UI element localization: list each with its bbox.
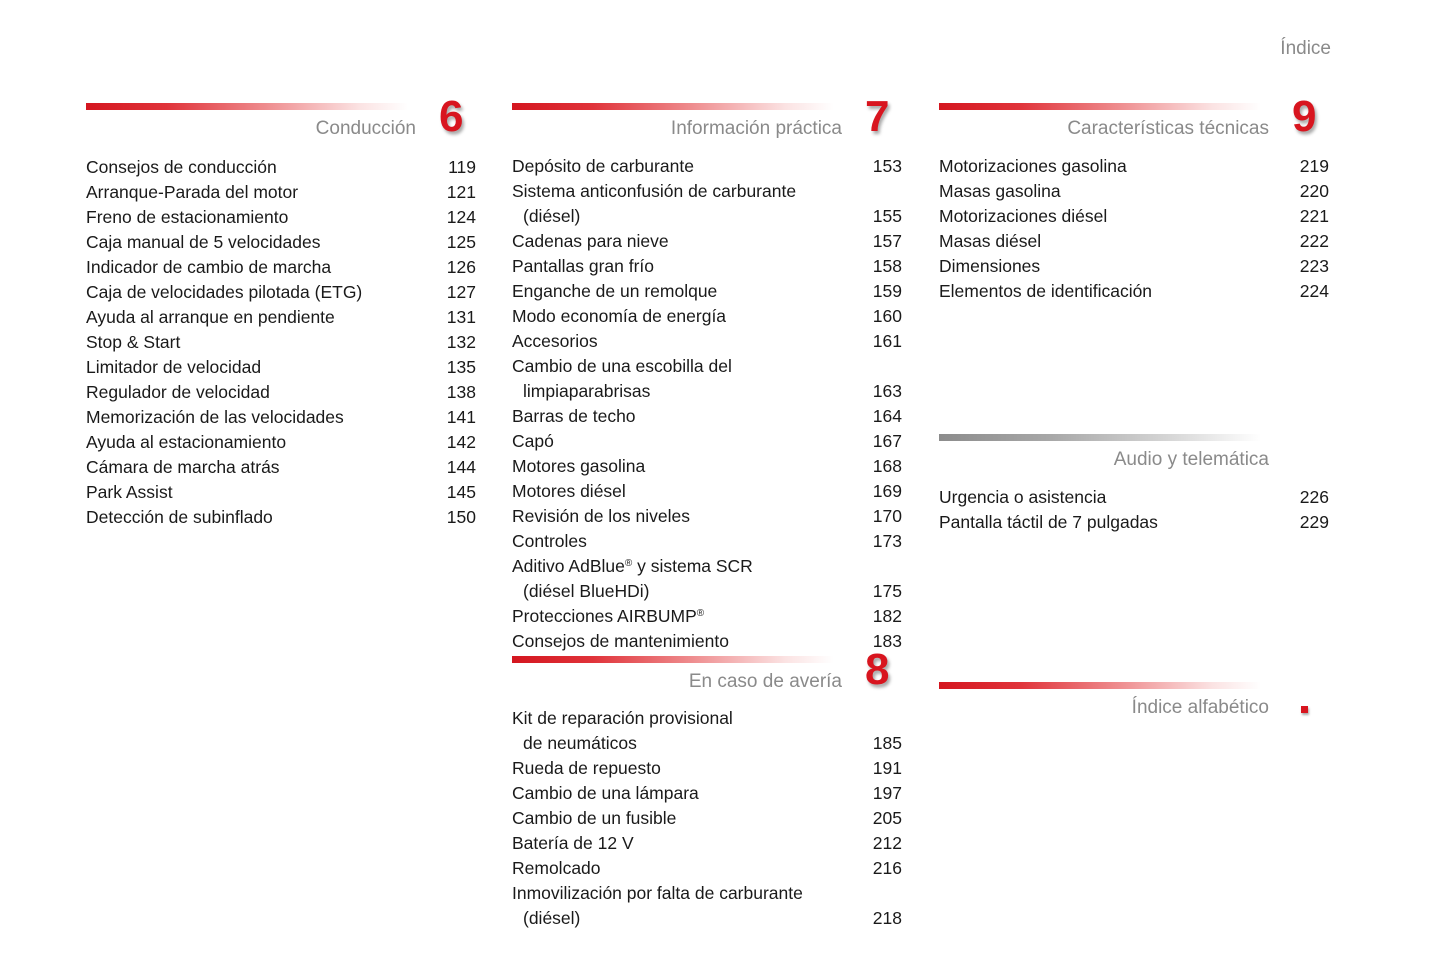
toc-item-page: 132 — [446, 332, 476, 352]
toc-item[interactable] — [939, 229, 1329, 254]
toc-list-conduccion — [86, 155, 476, 530]
toc-item[interactable] — [86, 255, 476, 280]
toc-item-label-continued: (diésel BlueHDi) — [523, 581, 650, 601]
toc-item-label: Caja de velocidades pilotada (ETG) — [86, 282, 363, 302]
toc-item[interactable] — [512, 429, 902, 454]
toc-item-label-suffix: y sistema SCR — [632, 556, 753, 576]
toc-item[interactable] — [86, 480, 476, 505]
toc-item-label: Regulador de velocidad — [86, 382, 270, 402]
toc-item-label: Accesorios — [512, 331, 598, 351]
section-title[interactable]: En caso de avería — [688, 671, 842, 692]
toc-item[interactable] — [512, 781, 902, 806]
toc-item[interactable] — [86, 180, 476, 205]
toc-item-page: 153 — [872, 156, 902, 176]
toc-item-label: Ayuda al estacionamiento — [86, 432, 287, 452]
toc-item-page: 212 — [872, 833, 902, 853]
toc-item-label: Revisión de los niveles — [512, 506, 691, 526]
toc-item-label: Cadenas para nieve — [512, 231, 669, 251]
toc-item-page: 229 — [1299, 512, 1329, 532]
toc-item-page: 221 — [1299, 206, 1329, 226]
toc-item-page: 161 — [872, 331, 902, 351]
toc-item[interactable] — [512, 254, 902, 279]
toc-item-label: Enganche de un remolque — [512, 281, 718, 301]
toc-item-label: Masas gasolina — [939, 181, 1061, 201]
toc-item-page: 127 — [446, 282, 476, 302]
toc-item-page: 183 — [872, 631, 902, 651]
toc-item-label: Remolcado — [512, 858, 601, 878]
section-title[interactable]: Audio y telemática — [1113, 449, 1269, 470]
toc-item-page: 182 — [872, 606, 902, 626]
toc-item-page: 119 — [448, 157, 476, 177]
toc-item-page: 163 — [872, 381, 902, 401]
section-title[interactable]: Índice alfabético — [1131, 697, 1269, 718]
toc-item[interactable] — [512, 529, 902, 554]
toc-item[interactable] — [939, 154, 1329, 179]
toc-item-label: Depósito de carburante — [512, 156, 694, 176]
toc-item[interactable] — [512, 354, 902, 404]
section-number: 7 — [865, 92, 890, 141]
toc-item-label: Inmovilización por falta de carburante — [512, 883, 803, 903]
toc-item-page: 160 — [872, 306, 902, 326]
toc-item[interactable] — [512, 806, 902, 831]
toc-item-page: 124 — [446, 207, 476, 227]
toc-item-label: Detección de subinflado — [86, 507, 273, 527]
toc-item-page: 121 — [446, 182, 476, 202]
toc-item-label-continued: limpiaparabrisas — [523, 381, 651, 401]
toc-item-label: Cambio de una lámpara — [512, 783, 699, 803]
toc-list-informacion-practica — [512, 154, 902, 654]
toc-item-label: Kit de reparación provisional — [512, 708, 733, 728]
toc-item-page: 126 — [446, 257, 476, 277]
toc-item-label-continued: (diésel) — [523, 206, 581, 226]
toc-item-label: Urgencia o asistencia — [939, 487, 1107, 507]
toc-item-label: Barras de techo — [512, 406, 636, 426]
toc-item-page: 170 — [872, 506, 902, 526]
toc-item-page: 164 — [872, 406, 902, 426]
toc-item[interactable] — [86, 205, 476, 230]
toc-item-page: 205 — [872, 808, 902, 828]
toc-item-page: 167 — [872, 431, 902, 451]
toc-item-label: Protecciones AIRBUMP — [512, 606, 697, 626]
toc-item-label: Modo economía de energía — [512, 306, 727, 326]
toc-item-label: Dimensiones — [939, 256, 1041, 276]
section-bar — [512, 656, 834, 663]
section-bar — [939, 103, 1261, 110]
section-title[interactable]: Información práctica — [670, 118, 842, 139]
toc-item-label: Arranque-Parada del motor — [86, 182, 299, 202]
toc-item[interactable] — [86, 380, 476, 405]
toc-item[interactable] — [86, 355, 476, 380]
section-title[interactable]: Características técnicas — [1067, 118, 1269, 139]
section-bar — [86, 103, 408, 110]
toc-item-page: 168 — [872, 456, 902, 476]
toc-item[interactable] — [512, 479, 902, 504]
toc-item-page: 150 — [446, 507, 476, 527]
toc-item-label: Motores diésel — [512, 481, 626, 501]
toc-item[interactable] — [512, 706, 902, 756]
toc-item-page: 155 — [872, 206, 902, 226]
toc-item-page: 175 — [872, 581, 902, 601]
toc-list-audio-telematica — [939, 485, 1329, 535]
toc-item[interactable] — [939, 204, 1329, 229]
toc-item-page: 158 — [872, 256, 902, 276]
toc-item[interactable] — [512, 304, 902, 329]
toc-item-page: 141 — [446, 407, 476, 427]
section-en-caso-de-averia — [512, 645, 902, 701]
toc-item[interactable] — [86, 405, 476, 430]
toc-item-page: 135 — [446, 357, 476, 377]
toc-item-label: Masas diésel — [939, 231, 1042, 251]
toc-list-en-caso-de-averia — [512, 706, 902, 931]
toc-item[interactable] — [939, 179, 1329, 204]
toc-item[interactable] — [512, 881, 902, 931]
section-audio-telematica — [939, 434, 1329, 479]
toc-item[interactable] — [512, 404, 902, 429]
toc-item-label: Motores gasolina — [512, 456, 646, 476]
toc-item[interactable] — [939, 279, 1329, 304]
toc-item-page: 145 — [446, 482, 476, 502]
toc-item-page: 219 — [1299, 156, 1329, 176]
toc-item[interactable] — [512, 554, 902, 604]
toc-item-label: Capó — [512, 431, 554, 451]
toc-item[interactable] — [939, 254, 1329, 279]
toc-item-label: Cambio de un fusible — [512, 808, 677, 828]
toc-list-caracteristicas-tecnicas — [939, 154, 1329, 304]
toc-item-label: Pantalla táctil de 7 pulgadas — [939, 512, 1158, 532]
toc-item[interactable] — [512, 604, 902, 629]
registered-mark: ® — [696, 608, 705, 619]
toc-item[interactable] — [512, 629, 902, 654]
toc-item-label: Freno de estacionamiento — [86, 207, 289, 227]
toc-item[interactable] — [512, 154, 902, 179]
toc-item-page: 216 — [872, 858, 902, 878]
toc-item-page: 159 — [872, 281, 902, 301]
toc-item-page: 191 — [872, 758, 902, 778]
section-number: 8 — [865, 645, 890, 694]
toc-item-label: Indicador de cambio de marcha — [86, 257, 332, 277]
toc-item[interactable] — [512, 229, 902, 254]
toc-item-label: Batería de 12 V — [512, 833, 634, 853]
toc-item-label: Controles — [512, 531, 587, 551]
toc-item-label: Limitador de velocidad — [86, 357, 262, 377]
toc-item[interactable] — [512, 179, 902, 229]
section-title[interactable]: Conducción — [315, 118, 416, 139]
toc-item-label: Cambio de una escobilla del — [512, 356, 732, 376]
toc-item-page: 226 — [1299, 487, 1329, 507]
toc-item-page: 222 — [1299, 231, 1329, 251]
toc-item-page: 157 — [872, 231, 902, 251]
page-header-title: Índice — [1280, 38, 1331, 59]
toc-item-page: 125 — [446, 232, 476, 252]
toc-item-page: 223 — [1299, 256, 1329, 276]
toc-item-label: Caja manual de 5 velocidades — [86, 232, 321, 252]
registered-mark: ® — [624, 558, 633, 569]
toc-item-label: Consejos de conducción — [86, 157, 277, 177]
toc-item-label: Ayuda al arranque en pendiente — [86, 307, 335, 327]
section-number: 9 — [1292, 92, 1317, 141]
toc-item-label: Sistema anticonfusión de carburante — [512, 181, 797, 201]
section-conduccion — [86, 92, 476, 148]
toc-item-label: Park Assist — [86, 482, 173, 502]
toc-item-page: 197 — [872, 783, 902, 803]
toc-item[interactable] — [939, 510, 1329, 535]
toc-item-page: 173 — [872, 531, 902, 551]
section-indice-alfabetico — [939, 682, 1329, 727]
toc-item-label: Cámara de marcha atrás — [86, 457, 280, 477]
toc-item-page: 144 — [446, 457, 476, 477]
toc-item[interactable] — [512, 329, 902, 354]
toc-item[interactable] — [512, 279, 902, 304]
toc-item-label: Memorización de las velocidades — [86, 407, 344, 427]
toc-item-label: Stop & Start — [86, 332, 181, 352]
toc-item[interactable] — [939, 485, 1329, 510]
toc-item-label: Motorizaciones diésel — [939, 206, 1108, 226]
toc-item[interactable] — [86, 305, 476, 330]
section-caracteristicas-tecnicas — [939, 92, 1329, 148]
toc-item[interactable] — [512, 831, 902, 856]
toc-item-label: Consejos de mantenimiento — [512, 631, 729, 651]
toc-item-label: Rueda de repuesto — [512, 758, 661, 778]
toc-item-label-continued: (diésel) — [523, 908, 581, 928]
toc-item[interactable] — [86, 155, 476, 180]
toc-item[interactable] — [86, 280, 476, 305]
bullet-dot-icon — [1301, 706, 1308, 713]
toc-item[interactable] — [86, 430, 476, 455]
toc-item[interactable] — [512, 856, 902, 881]
section-bar — [939, 434, 1261, 441]
toc-item[interactable] — [512, 454, 902, 479]
toc-item-label: Motorizaciones gasolina — [939, 156, 1127, 176]
toc-item-page: 220 — [1299, 181, 1329, 201]
toc-item-label: Elementos de identificación — [939, 281, 1153, 301]
toc-item-page: 185 — [872, 733, 902, 753]
section-bar — [512, 103, 834, 110]
toc-item-page: 138 — [446, 382, 476, 402]
toc-item[interactable] — [512, 756, 902, 781]
section-informacion-practica — [512, 92, 902, 148]
toc-item[interactable] — [86, 505, 476, 530]
section-number: 6 — [439, 92, 464, 141]
toc-item[interactable] — [512, 504, 902, 529]
toc-item-label-continued: de neumáticos — [523, 733, 637, 753]
section-bar — [939, 682, 1261, 689]
toc-item-label: Pantallas gran frío — [512, 256, 655, 276]
toc-item-page: 169 — [872, 481, 902, 501]
toc-item[interactable] — [86, 455, 476, 480]
toc-item[interactable] — [86, 330, 476, 355]
toc-item-page: 142 — [446, 432, 476, 452]
toc-item-label: Aditivo AdBlue — [512, 556, 625, 576]
toc-item-page: 224 — [1299, 281, 1329, 301]
toc-item-page: 218 — [872, 908, 902, 928]
toc-item-page: 131 — [446, 307, 476, 327]
toc-item[interactable] — [86, 230, 476, 255]
